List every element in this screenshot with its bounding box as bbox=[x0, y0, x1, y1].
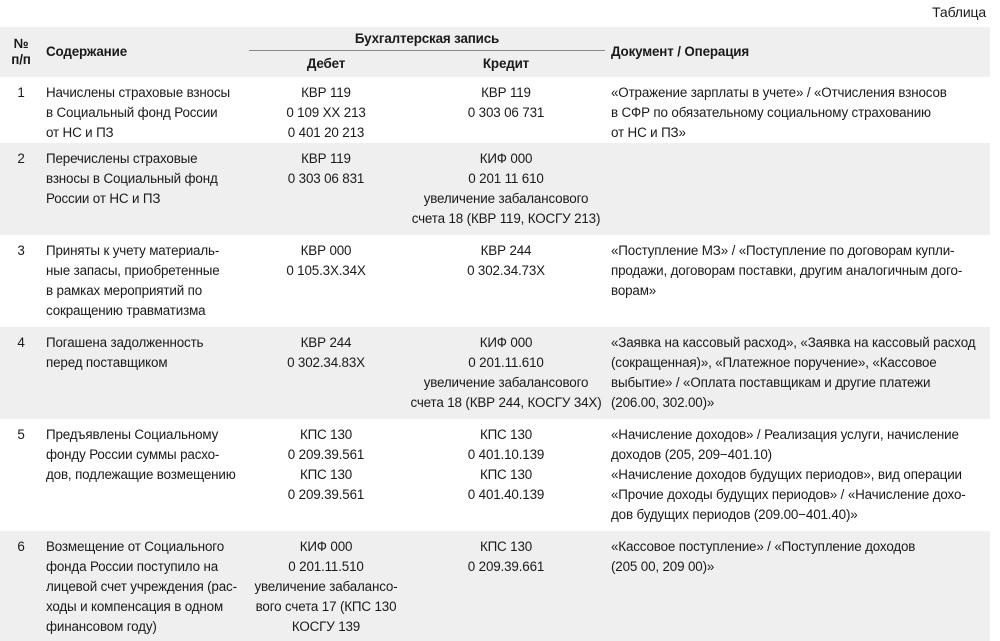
header-accounting-entry-label: Бухгалтерская запись bbox=[354, 31, 500, 46]
row-number: 4 bbox=[0, 327, 42, 419]
row-number: 3 bbox=[17, 243, 25, 258]
row-document: «Начисление доходов» / Реализация услуги, начисление доходов (205, 209−401.10) «Начисление доходов будущих периодов», вид операции «Прочие доходы будущих периодов» / «Начисление дохо- дов будущих периодов (209.00−401.40)» bbox=[611, 427, 966, 522]
header-document: Документ / Операция bbox=[607, 27, 990, 77]
row-content: Погашена задолженность перед поставщиком bbox=[42, 327, 247, 419]
table-row bbox=[0, 235, 990, 327]
row-document: «Заявка на кассовый расход», «Заявка на кассовый расход (сокращенная)», «Платежное поручение», «Кассовое выбытие» / «Оплата поставщикам и другие платежи (206.00, 302.00)» bbox=[607, 327, 990, 419]
row-credit: КИФ 000 0 201.11.610 увеличение забалансового счета 18 (КВР 244, КОСГУ 34Х) bbox=[405, 327, 607, 419]
row-debit: КВР 000 0 105.3Х.34Х bbox=[286, 243, 366, 278]
table-row bbox=[0, 77, 990, 143]
row-debit: КВР 244 0 302.34.83Х bbox=[247, 327, 405, 419]
table-header bbox=[0, 27, 990, 77]
header-group-divider bbox=[249, 50, 605, 51]
row-content: Начислены страховые взносы в Социальный фонд России от НС и ПЗ bbox=[46, 85, 230, 140]
table-row bbox=[0, 143, 990, 235]
header-debit: Дебет bbox=[247, 51, 405, 77]
row-content: Возмещение от Социального фонда России поступило на лицевой счет учреждения (рас- ходы и компенсация в одном финансовом году) bbox=[42, 531, 247, 641]
row-document: «Кассовое поступление» / «Поступление доходов (205 00, 209 00)» bbox=[607, 531, 990, 641]
row-document: «Поступление МЗ» / «Поступление по договорам купли- продажи, договорам поставки, другим аналогичным дого- ворам» bbox=[611, 243, 963, 298]
table-row bbox=[0, 531, 990, 641]
row-debit: КВР 119 0 303 06 831 bbox=[247, 143, 405, 235]
accounting-entries-table bbox=[0, 27, 990, 641]
row-credit: КПС 130 0 401.10.139 КПС 130 0 401.40.139 bbox=[467, 427, 545, 502]
row-number: 2 bbox=[0, 143, 42, 235]
row-content: Предъявлены Социальному фонду России суммы расхо- дов, подлежащие возмещению bbox=[46, 427, 236, 482]
row-debit: КВР 119 0 109 ХХ 213 0 401 20 213 bbox=[286, 85, 366, 140]
table-caption: Таблица bbox=[932, 4, 986, 20]
row-content: Приняты к учету материаль- ные запасы, приобретенные в рамках мероприятий по сокращению травматизма bbox=[46, 243, 220, 318]
table-row bbox=[0, 327, 990, 419]
header-content: Содержание bbox=[42, 27, 247, 77]
row-credit: КВР 119 0 303 06 731 bbox=[467, 85, 545, 120]
header-number: № п/п bbox=[0, 27, 42, 77]
row-credit: КИФ 000 0 201 11 610 увеличение забалансового счета 18 (КВР 119, КОСГУ 213) bbox=[405, 143, 607, 235]
row-credit: КПС 130 0 209.39.661 bbox=[405, 531, 607, 641]
row-content: Перечислены страховые взносы в Социальный фонд России от НС и ПЗ bbox=[42, 143, 247, 235]
row-number: 5 bbox=[17, 427, 25, 442]
row-number: 6 bbox=[0, 531, 42, 641]
row-credit: КВР 244 0 302.34.73Х bbox=[467, 243, 545, 278]
row-debit: КПС 130 0 209.39.561 КПС 130 0 209.39.561 bbox=[287, 427, 365, 502]
row-document bbox=[607, 143, 990, 235]
row-debit: КИФ 000 0 201.11.510 увеличение забалансо- вого счета 17 (КПС 130 КОСГУ 139 bbox=[247, 531, 405, 641]
header-accounting-entry bbox=[247, 27, 607, 51]
row-number: 1 bbox=[17, 85, 25, 100]
header-credit: Кредит bbox=[405, 51, 607, 77]
row-document: «Отражение зарплаты в учете» / «Отчисления взносов в СФР по обязательному социальному страхованию от НС и ПЗ» bbox=[611, 85, 947, 140]
table-row bbox=[0, 419, 990, 531]
